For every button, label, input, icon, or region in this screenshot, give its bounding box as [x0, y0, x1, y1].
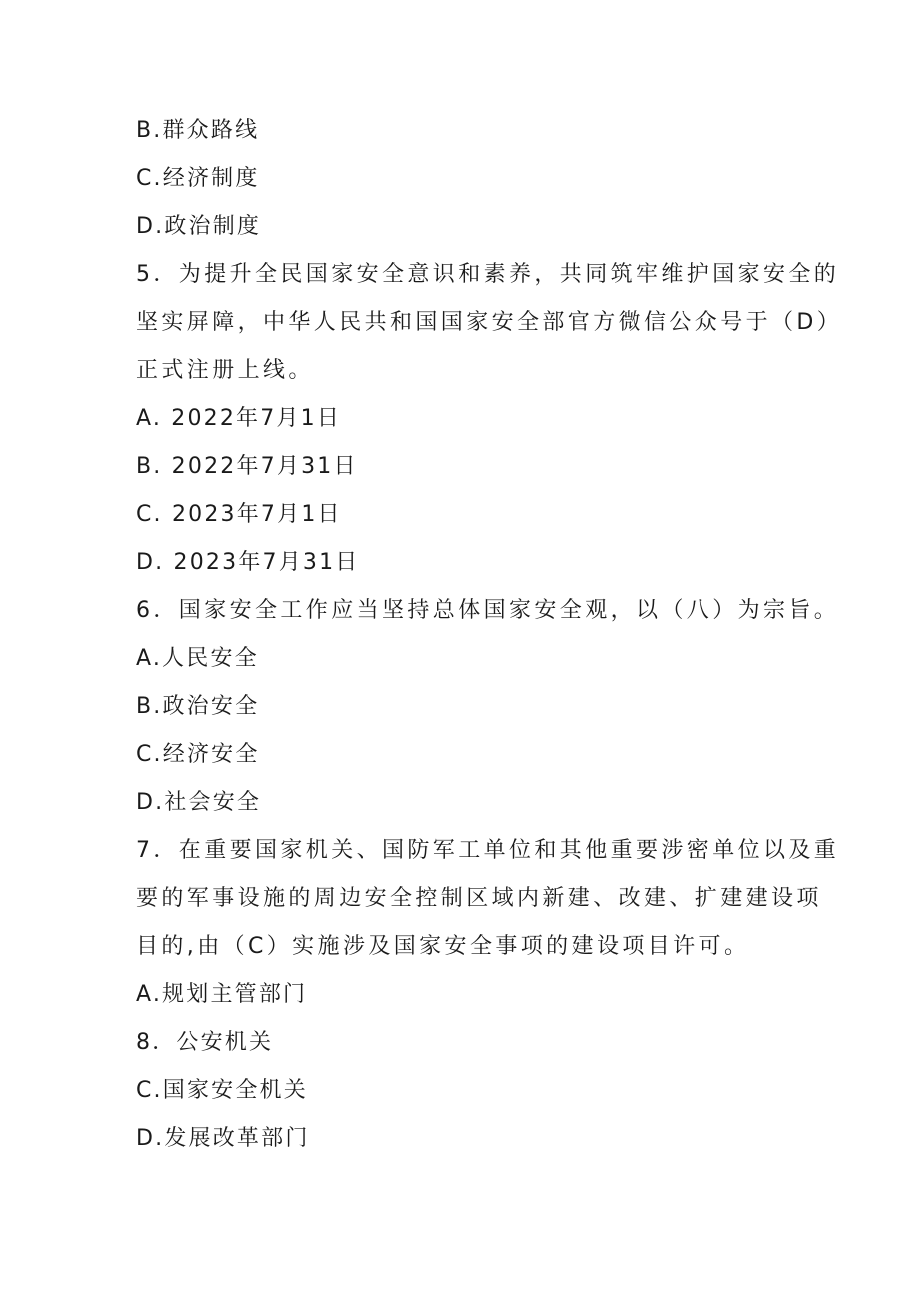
question-5-line-3: 正式注册上线。: [136, 358, 314, 383]
question-7-line-3: 目的,由（C）实施涉及国家安全事项的建设项目许可。: [136, 934, 750, 959]
question-5-option-c: C. 2023年7月1日: [136, 502, 342, 527]
question-7-line-1: 7．在重要国家机关、国防军工单位和其他重要涉密单位以及重: [136, 838, 840, 863]
option-c-economic-system: C.经济制度: [136, 166, 260, 191]
question-6-option-b: B.政治安全: [136, 694, 260, 719]
question-5-line-2: 坚实屏障，中华人民共和国国家安全部官方微信公众号于（D）: [136, 310, 843, 335]
question-7-line-2: 要的军事设施的周边安全控制区域内新建、改建、扩建建设项: [136, 886, 822, 911]
question-7-option-d: D.发展改革部门: [136, 1126, 310, 1151]
question-5-option-a: A. 2022年7月1日: [136, 406, 342, 431]
question-6: 6．国家安全工作应当坚持总体国家安全观，以（八）为宗旨。: [136, 598, 840, 623]
question-7-option-a: A.规划主管部门: [136, 982, 308, 1007]
question-6-option-d: D.社会安全: [136, 790, 262, 815]
question-5-option-b: B. 2022年7月31日: [136, 454, 358, 479]
option-b-mass-line: B.群众路线: [136, 118, 260, 143]
question-8-line: 8．公安机关: [136, 1030, 274, 1055]
question-7-option-c: C.国家安全机关: [136, 1078, 308, 1103]
option-d-political-system: D.政治制度: [136, 214, 262, 239]
question-5-option-d: D. 2023年7月31日: [136, 550, 360, 575]
question-6-option-c: C.经济安全: [136, 742, 260, 767]
question-6-option-a: A.人民安全: [136, 646, 259, 671]
question-5-line-1: 5．为提升全民国家安全意识和素养，共同筑牢维护国家安全的: [136, 262, 840, 287]
